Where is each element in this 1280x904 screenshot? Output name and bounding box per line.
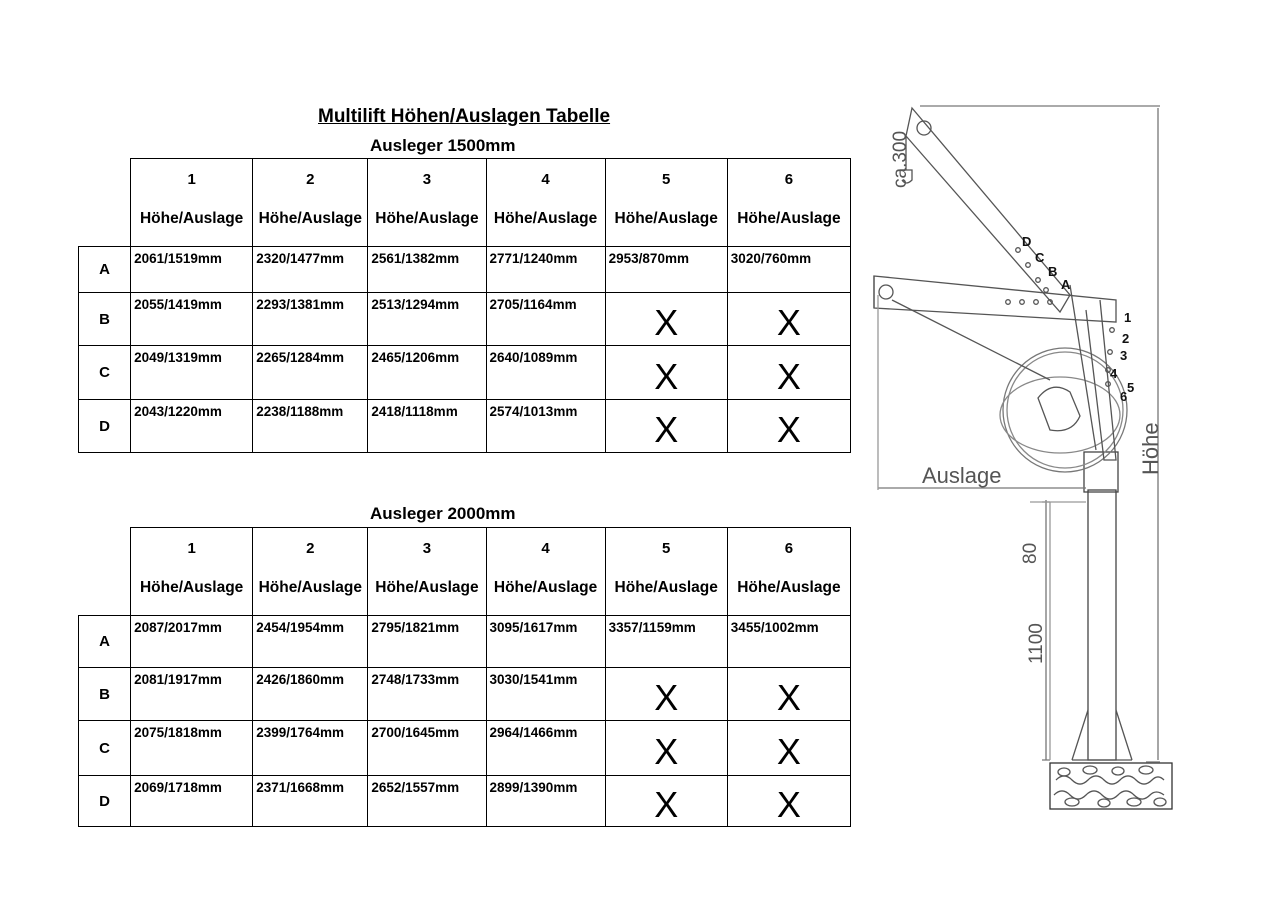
unavailable-mark: X: [776, 731, 801, 772]
height-reach-value: 2700/1645mm: [368, 721, 486, 776]
column-label: Höhe/Auslage: [139, 579, 244, 596]
height-reach-value: 2081/1917mm: [131, 668, 253, 721]
height-reach-value: 2640/1089mm: [486, 346, 605, 400]
height-reach-value: 2265/1284mm: [253, 346, 368, 400]
height-reach-value: 3455/1002mm: [727, 616, 850, 668]
table-row: [79, 616, 851, 668]
column-header: [727, 528, 850, 616]
column-label: Höhe/Auslage: [614, 579, 718, 596]
column-number: 1: [187, 171, 196, 188]
unavailable-mark: X: [654, 302, 679, 343]
table-1-subtitle: Ausleger 1500mm: [370, 136, 516, 155]
column-header: [253, 528, 368, 616]
foundation-block: [1050, 763, 1172, 809]
column-label: Höhe/Auslage: [258, 579, 362, 596]
unavailable-mark: X: [654, 784, 679, 825]
row-label: D: [79, 400, 131, 453]
column-label: Höhe/Auslage: [375, 579, 479, 596]
column-header: [131, 528, 253, 616]
pos-label-1: 1: [1124, 310, 1132, 325]
height-reach-value: 2748/1733mm: [368, 668, 486, 721]
unavailable-cell: [605, 668, 727, 721]
height-reach-value: 2953/870mm: [605, 247, 727, 293]
row-label: B: [79, 293, 131, 346]
unavailable-cell: [727, 400, 850, 453]
height-reach-value: 2061/1519mm: [131, 247, 253, 293]
column-header: [368, 159, 486, 247]
unavailable-mark: X: [776, 409, 801, 450]
row-label: A: [79, 247, 131, 293]
unavailable-mark: X: [654, 731, 679, 772]
height-reach-value: 2574/1013mm: [486, 400, 605, 453]
unavailable-cell: [727, 293, 850, 346]
pos-label-D: D: [1022, 234, 1032, 249]
pos-label-2: 2: [1122, 331, 1130, 346]
pos-label-4: 4: [1110, 366, 1118, 381]
column-number: 4: [541, 171, 550, 188]
column-label: Höhe/Auslage: [737, 579, 841, 596]
height-reach-value: 2049/1319mm: [131, 346, 253, 400]
height-reach-value: 2454/1954mm: [253, 616, 368, 668]
crane-drawing: [860, 90, 1180, 820]
table-row: [79, 400, 851, 453]
height-reach-value: 2399/1764mm: [253, 721, 368, 776]
column-number: 3: [422, 540, 432, 557]
column-label: Höhe/Auslage: [737, 210, 841, 227]
column-label: Höhe/Auslage: [139, 210, 244, 227]
column-label: Höhe/Auslage: [614, 210, 718, 227]
pos-label-C: C: [1035, 250, 1045, 265]
table-row: [79, 721, 851, 776]
row-label: B: [79, 668, 131, 721]
height-reach-value: 3095/1617mm: [486, 616, 605, 668]
height-reach-value: 2320/1477mm: [253, 247, 368, 293]
table-row: [79, 346, 851, 400]
unavailable-mark: X: [776, 355, 801, 397]
row-label: A: [79, 616, 131, 668]
auslage-label: Auslage: [922, 463, 1002, 488]
pos-label-5: 5: [1127, 380, 1135, 395]
column-number: 3: [422, 171, 432, 188]
column-number: 5: [662, 540, 671, 557]
table-row: [79, 776, 851, 827]
height-reach-value: 2087/2017mm: [131, 616, 253, 668]
column-label: Höhe/Auslage: [258, 210, 362, 227]
row-label: D: [79, 776, 131, 827]
height-reach-value: 2964/1466mm: [486, 721, 605, 776]
height-reach-value: 2899/1390mm: [486, 776, 605, 827]
height-reach-value: 2371/1668mm: [253, 776, 368, 827]
column-header: [368, 528, 486, 616]
table-row: [79, 293, 851, 346]
column-number: 5: [662, 171, 671, 188]
unavailable-cell: [605, 293, 727, 346]
unavailable-cell: [727, 721, 850, 776]
height-reach-value: 2465/1206mm: [368, 346, 486, 400]
pos-label-6: 6: [1120, 389, 1128, 404]
height-reach-value: 2795/1821mm: [368, 616, 486, 668]
height-reach-value: 2043/1220mm: [131, 400, 253, 453]
unavailable-mark: X: [654, 355, 679, 397]
height-reach-value: 2513/1294mm: [368, 293, 486, 346]
row-label: C: [79, 721, 131, 776]
column-label: Höhe/Auslage: [375, 210, 479, 227]
pos-label-3: 3: [1120, 348, 1128, 363]
height-reach-value: 2652/1557mm: [368, 776, 486, 827]
unavailable-mark: X: [776, 302, 801, 343]
dim-1100-label: 1100: [1026, 623, 1047, 664]
table-2-subtitle: Ausleger 2000mm: [370, 504, 516, 523]
height-reach-value: 2426/1860mm: [253, 668, 368, 721]
height-reach-value: 2069/1718mm: [131, 776, 253, 827]
dim-80-label: 80: [1020, 542, 1041, 564]
height-reach-value: 3020/760mm: [727, 247, 850, 293]
page-title: Multilift Höhen/Auslagen Tabelle: [318, 106, 611, 127]
unavailable-mark: X: [654, 677, 679, 718]
height-reach-value: 3030/1541mm: [486, 668, 605, 721]
column-label: Höhe/Auslage: [493, 579, 598, 596]
header-corner: [79, 159, 131, 247]
pos-label-B: B: [1048, 264, 1058, 279]
row-label: C: [79, 346, 131, 400]
height-reach-value: 2561/1382mm: [368, 247, 486, 293]
height-reach-value: 2293/1381mm: [253, 293, 368, 346]
unavailable-cell: [727, 776, 850, 827]
unavailable-mark: X: [776, 784, 801, 825]
height-table-2000: [78, 527, 851, 827]
column-number: 6: [784, 171, 794, 188]
unavailable-cell: [605, 721, 727, 776]
column-number: 6: [784, 540, 794, 557]
column-number: 1: [187, 540, 196, 557]
header-corner: [79, 528, 131, 616]
height-table-1500: [78, 158, 851, 453]
table-row: [79, 668, 851, 721]
height-reach-value: 2238/1188mm: [253, 400, 368, 453]
column-header: [486, 159, 605, 247]
unavailable-cell: [605, 776, 727, 827]
column-header: [605, 528, 727, 616]
hoehe-label: Höhe: [1138, 422, 1163, 475]
unavailable-cell: [605, 400, 727, 453]
height-reach-value: 2771/1240mm: [486, 247, 605, 293]
column-header: [253, 159, 368, 247]
table-row: [79, 247, 851, 293]
height-reach-value: 2055/1419mm: [131, 293, 253, 346]
dim-ca300-label: ca.300: [890, 130, 911, 188]
column-header: [486, 528, 605, 616]
height-reach-value: 2418/1118mm: [368, 400, 486, 453]
column-header: [605, 159, 727, 247]
column-number: 2: [306, 171, 315, 188]
column-header: [131, 159, 253, 247]
height-reach-value: 2075/1818mm: [131, 721, 253, 776]
column-number: 2: [306, 540, 315, 557]
column-number: 4: [541, 540, 550, 557]
unavailable-cell: [605, 346, 727, 400]
column-label: Höhe/Auslage: [493, 210, 598, 227]
unavailable-mark: X: [654, 409, 679, 450]
unavailable-cell: [727, 346, 850, 400]
unavailable-cell: [727, 668, 850, 721]
pos-label-A: A: [1061, 277, 1071, 292]
column-header: [727, 159, 850, 247]
unavailable-mark: X: [776, 677, 801, 718]
height-reach-value: 2705/1164mm: [486, 293, 605, 346]
height-reach-value: 3357/1159mm: [605, 616, 727, 668]
